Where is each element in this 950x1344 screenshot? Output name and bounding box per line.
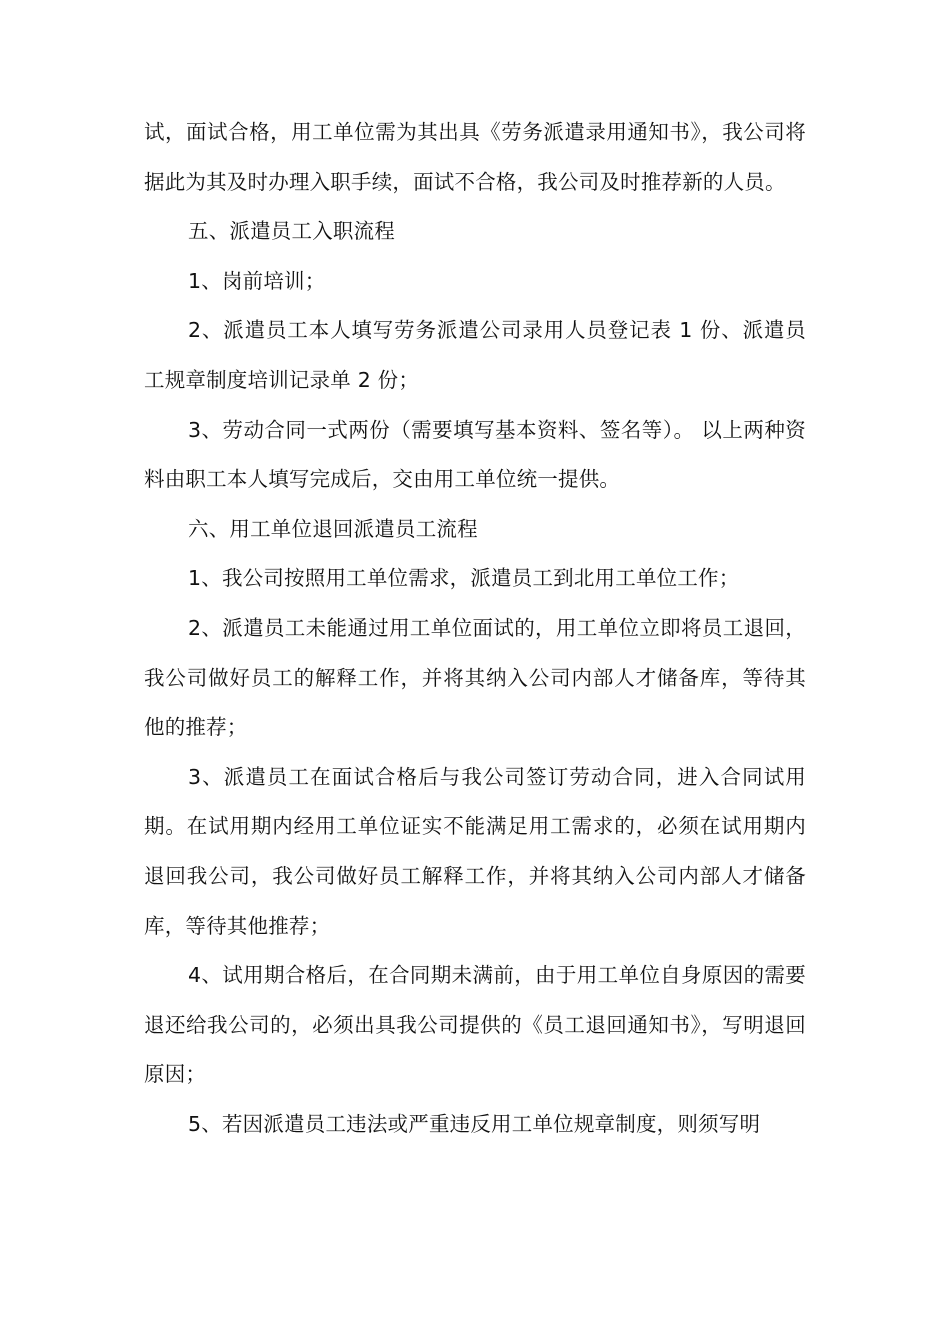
list-item-return-5: 5、若因派遣员工违法或严重违反用工单位规章制度，则须写明 xyxy=(188,1111,761,1136)
section-heading-return: 六、用工单位退回派遣员工流程 xyxy=(188,516,478,541)
section-heading-onboarding: 五、派遣员工入职流程 xyxy=(188,219,395,244)
list-item-return-4: 4、试用期合格后，在合同期未满前，由于用工单位自身原因的需要退还给我公司的，必须出具我公司提供的《员工退回通知书》，写明退回原因； xyxy=(144,963,806,1087)
list-item-return-3: 3、派遣员工在面试合格后与我公司签订劳动合同，进入合同试用期。在试用期内经用工单位证实不能满足用工需求的，必须在试用期内退回我公司，我公司做好员工解释工作，并将其纳入公司内部人才储备库，等待其他推荐； xyxy=(144,764,806,938)
list-item-onboarding-1: 1、岗前培训； xyxy=(188,268,326,293)
list-item-onboarding-3: 3、劳动合同一式两份（需要填写基本资料、签名等）。 以上两种资料由职工本人填写完成后，交由用工单位统一提供。 xyxy=(144,417,806,492)
list-item-onboarding-2: 2、派遣员工本人填写劳务派遣公司录用人员登记表 1 份、派遣员工规章制度培训记录单 2 份； xyxy=(144,318,806,392)
paragraph-continuation: 试，面试合格，用工单位需为其出具《劳务派遣录用通知书》，我公司将据此为其及时办理入职手续，面试不合格，我公司及时推荐新的人员。 xyxy=(144,120,806,194)
document-page xyxy=(144,108,806,1149)
list-item-return-2: 2、派遣员工未能通过用工单位面试的，用工单位立即将员工退回，我公司做好员工的解释工作，并将其纳入公司内部人才储备库，等待其他的推荐； xyxy=(144,615,806,740)
list-item-return-1: 1、我公司按照用工单位需求，派遣员工到北用工单位工作； xyxy=(188,566,740,591)
